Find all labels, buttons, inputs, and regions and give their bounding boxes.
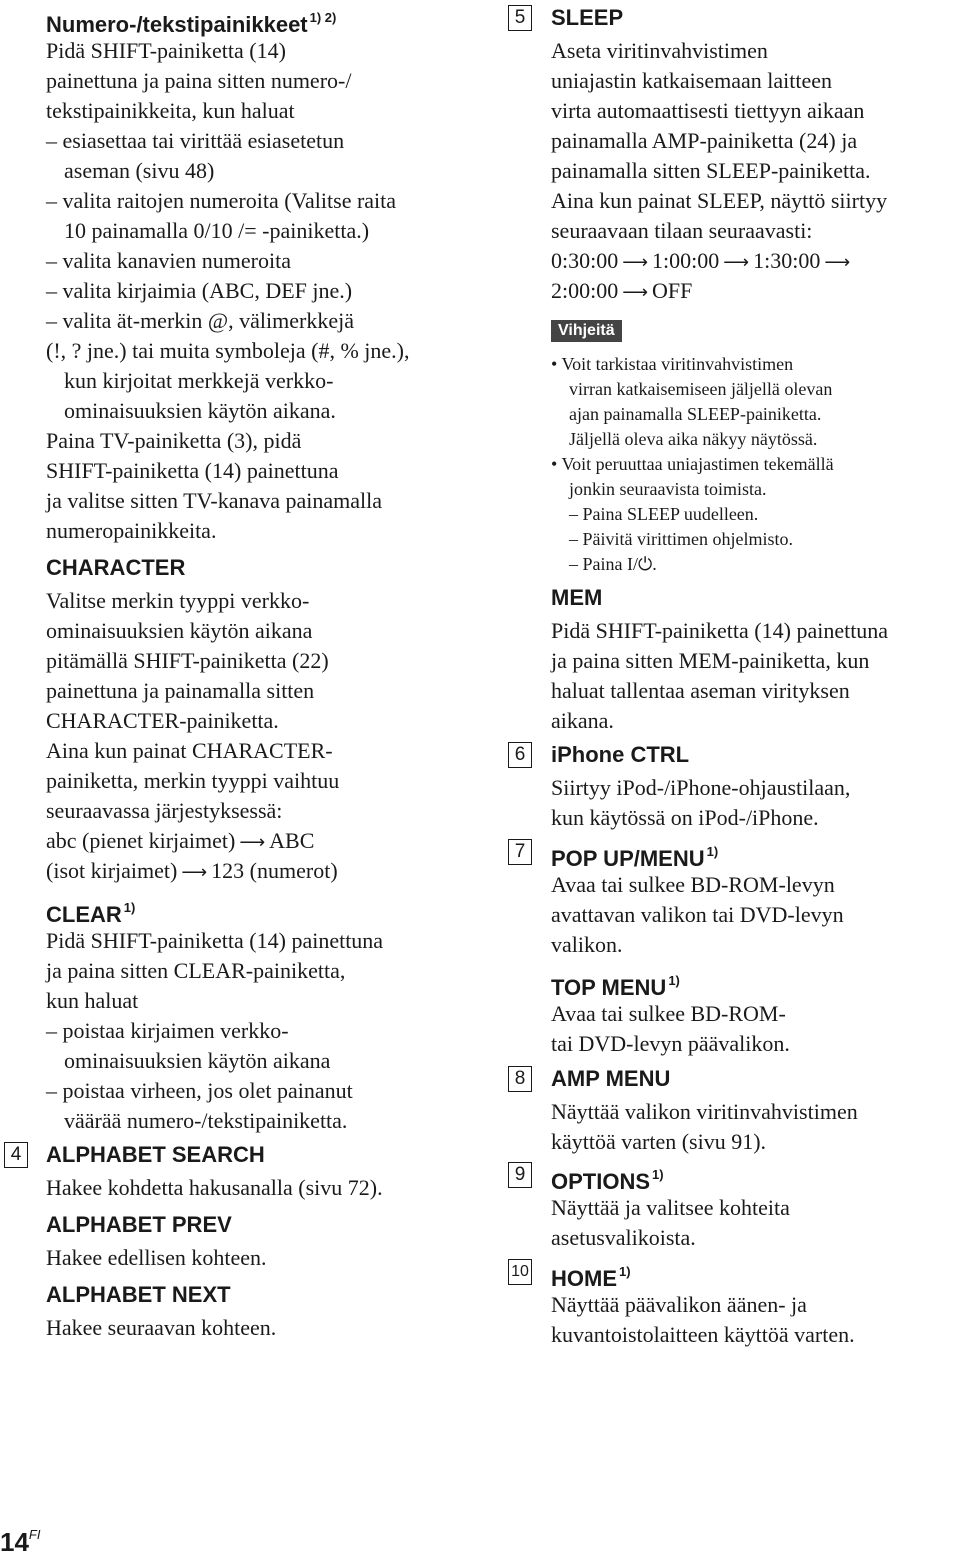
arrow-right-icon: ⟶ xyxy=(622,252,649,273)
character-sequence-1: abc (pienet kirjaimet) ⟶ ABC xyxy=(46,826,470,858)
character-heading: CHARACTER xyxy=(46,555,186,580)
alphabet-search-heading: ALPHABET SEARCH xyxy=(46,1142,265,1167)
section-number-9: 9 xyxy=(508,1162,532,1188)
alphabet-prev-heading: ALPHABET PREV xyxy=(46,1212,232,1237)
options-heading: OPTIONS $^{1)}$ xyxy=(551,1167,664,1194)
arrow-right-icon: ⟶ xyxy=(239,832,266,853)
clear-heading: CLEAR $^{1)}$ xyxy=(46,900,136,927)
iphone-ctrl-heading: iPhone CTRL xyxy=(551,742,690,767)
section-number-8: 8 xyxy=(508,1066,532,1092)
top-menu-heading: TOP MENU $^{1)}$ xyxy=(551,973,680,1000)
sleep-heading: SLEEP xyxy=(551,5,624,30)
number-buttons-heading: Numero-/tekstipainikkeet $^{1) 2)}$ xyxy=(46,10,337,37)
page-number: $14^{FI}$ xyxy=(0,1527,41,1557)
arrow-right-icon: ⟶ xyxy=(723,252,750,273)
character-sequence-2: (isot kirjaimet) ⟶ 123 (numerot) xyxy=(46,856,470,888)
alphabet-prev-text: Hakee edellisen kohteen. xyxy=(46,1245,267,1270)
mem-heading: MEM xyxy=(551,585,603,610)
arrow-right-icon: ⟶ xyxy=(181,862,208,883)
section-number-5: 5 xyxy=(508,5,532,31)
sleep-sequence-1: 0:30:00 ⟶ 1:00:00 ⟶ 1:30:00 ⟶ xyxy=(551,246,960,278)
home-heading: HOME $^{1)}$ xyxy=(551,1264,631,1291)
section-number-10: 10 xyxy=(508,1259,532,1285)
section-number-4: 4 xyxy=(4,1142,28,1168)
alphabet-next-text: Hakee seuraavan kohteen. xyxy=(46,1315,277,1340)
alphabet-search-text: Hakee kohdetta hakusanalla (sivu 72). xyxy=(46,1175,383,1200)
amp-menu-heading: AMP MENU xyxy=(551,1066,671,1091)
popup-menu-heading: POP UP/MENU $^{1)}$ xyxy=(551,844,719,871)
sleep-sequence-2: 2:00:00 ⟶ OFF xyxy=(551,276,960,308)
arrow-right-icon: ⟶ xyxy=(824,252,851,273)
alphabet-next-heading: ALPHABET NEXT xyxy=(46,1282,231,1307)
section-number-7: 7 xyxy=(508,839,532,865)
arrow-right-icon: ⟶ xyxy=(622,282,649,303)
hints-badge: Vihjeitä xyxy=(551,320,622,342)
section-number-6: 6 xyxy=(508,742,532,768)
